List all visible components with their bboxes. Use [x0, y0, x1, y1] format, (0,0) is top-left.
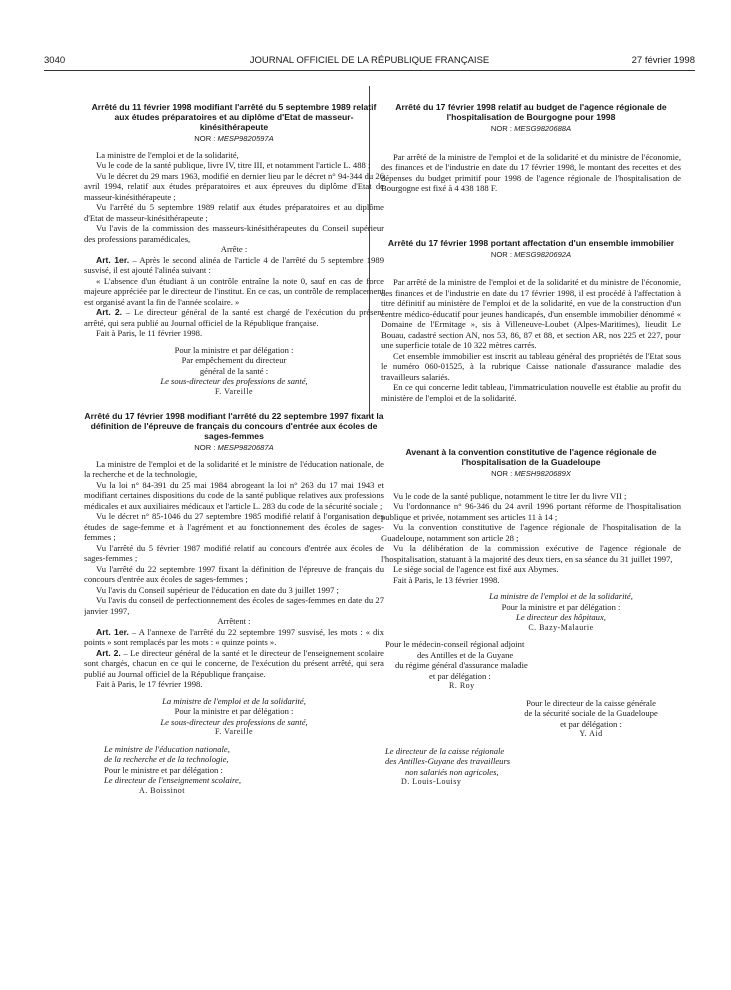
signature-line: de la sécurité sociale de la Guadeloupe: [524, 708, 658, 718]
signature-line: Le directeur de la caisse régionale: [385, 745, 505, 756]
signature-line: Le sous-directeur des professions de santé,: [160, 376, 308, 386]
arretent-label: Arrêtent :: [217, 616, 251, 626]
signatory-name: F. Vareille: [214, 386, 254, 396]
issue-date: 27 février 1998: [631, 55, 695, 66]
paragraph: Vu la délibération de la commission exécutive de l'agence régionale de l'hospitalisation, statuant à la majorité des deux tiers, en sa séance du 31 juillet 1997,: [381, 543, 681, 564]
paragraph: Vu le code de la santé publique, livre IV, titre III, et notamment l'article L. 488 ;: [96, 160, 371, 170]
page-header: [44, 55, 695, 71]
signature-line: des Antilles et de la Guyane: [417, 649, 514, 660]
signature-line: Pour le médecin-conseil régional adjoint: [385, 639, 525, 649]
signature-line: Pour la ministre et par délégation :: [501, 601, 621, 612]
done-at: Fait à Paris, le 13 février 1998.: [393, 574, 500, 585]
signatory-name: A. Boissinot: [139, 785, 186, 795]
signature-line: Pour le directeur de la caisse générale: [526, 697, 656, 708]
signatory-name: F. Vareille: [214, 727, 254, 736]
paragraph: Par arrêté de la ministre de l'emploi et de la solidarité et du ministre de l'économie, des finances et de l'industrie en date du 17 février 1998, il est procédé à l'affectation à titre définitif au ministère de l'emploi et de la solidarité, en vue de la construction d'un centre médico-éducatif pour jeunes handicapés, d'un ensemble immobilier dénommé « Domaine de l'Ermitage », sis à Villeneuve-Loubet (Alpes-Maritimes), lieudit Le Bouau, cadastré section AN, nos 53, 86, 87 et 88, et section AR, nos 225 et 227, pour une superficie totale de 10 322 mètres carrés.: [381, 277, 681, 350]
signature-line: Le directeur des hôpitaux,: [516, 612, 606, 622]
paragraph: Cet ensemble immobilier est inscrit au tableau général des propriétés de l'Etat sous le numéro 060-01525, à la rubrique Caisse nationale d'assurance maladie des travailleurs salariés.: [381, 350, 681, 382]
nor-reference: NOR : MESP9820597A: [194, 134, 274, 143]
right-column: [381, 86, 681, 906]
signature-line: du régime général d'assurance maladie: [395, 660, 528, 670]
article-ensemble-immobilier: [381, 238, 681, 404]
signature-line: et par délégation :: [429, 670, 491, 681]
signature-line: général de la santé :: [199, 365, 269, 376]
signature-line: des Antilles-Guyane des travailleurs: [385, 756, 511, 766]
signatory-name: D. Louis-Louisy: [401, 777, 462, 786]
nor-reference: NOR : MESG9820692A: [490, 249, 572, 259]
article-masseur-kine: [84, 102, 384, 397]
quoted-paragraph: « L'absence d'un étudiant à un contrôle entraîne la note 0, sauf en cas de force majeure appréciée par le directeur de l'institut. En ce cas, un contrôle de remplacement est organisé avant la fin de l'année scolaire. »: [84, 275, 384, 307]
article-title: Arrêté du 17 février 1998 portant affectation d'un ensemble immobilier: [387, 237, 675, 248]
article-2: Art. 2. – Le directeur général de la santé est chargé de l'exécution du présent arrêté, qui sera publié au Journal officiel de la République française.: [84, 307, 384, 328]
signature-line: Le directeur de l'enseignement scolaire,: [104, 775, 241, 785]
paragraph: La ministre de l'emploi et de la solidarité et le ministre de l'éducation nationale, de la recherche et de la technologie,: [84, 458, 384, 479]
paragraph: La ministre de l'emploi et de la solidarité,: [96, 149, 239, 160]
done-at: Fait à Paris, le 17 février 1998.: [96, 679, 203, 689]
signature-line: non salariés non agricoles,: [405, 766, 499, 777]
nor-reference: NOR : MESP9820687A: [194, 443, 274, 452]
paragraph: En ce qui concerne ledit tableau, l'immatriculation nouvelle est établie au profit du ministère de l'emploi et de la solidarité.: [381, 382, 681, 403]
signature-line: Pour le ministre et par délégation :: [104, 764, 223, 775]
done-at: Fait à Paris, le 11 février 1998.: [96, 328, 203, 338]
article-title: Arrêté du 17 février 1998 modifiant l'arrêté du 22 septembre 1997 fixant la définition de l'épreuve de français du concours d'entrée aux écoles de sages-femmes: [84, 411, 384, 441]
paragraph: Vu l'avis du Conseil supérieur de l'éducation en date du 3 juillet 1997 ;: [96, 584, 339, 595]
paragraph: Vu l'ordonnance n° 96-346 du 24 avril 1996 portant réforme de l'hospitalisation publique et privée, notamment ses articles 11 à 14 ;: [381, 501, 681, 522]
signatory-name: C. Bazy-Malaurie: [528, 622, 594, 632]
paragraph: Vu l'avis du conseil de perfectionnement des écoles de sages-femmes en date du 27 janvier 1997,: [84, 595, 384, 616]
signatory-name: R. Roy: [449, 681, 475, 690]
paragraph: Vu la convention constitutive de l'agence régionale de l'hospitalisation de la Guadeloupe, notamment son article 28 ;: [381, 522, 681, 543]
arrete-label: Arrête :: [220, 244, 248, 254]
nor-reference: NOR : MESH9820689X: [491, 469, 571, 478]
signature-line: Pour la ministre et par délégation :: [174, 344, 294, 355]
article-2: Art. 2. – Le directeur général de la santé et le directeur de l'enseignement scolaire sont chargés, chacun en ce qui le concerne, de l'exécution du présent arrêté, qui sera publié au Journal officiel de la République française.: [84, 647, 384, 679]
paragraph: Vu le code de la santé publique, notamment le titre Ier du livre VII ;: [393, 490, 627, 501]
paragraph: Vu l'arrêté du 22 septembre 1997 fixant la définition de l'épreuve de français du concours d'entrée aux écoles de sages-femmes ;: [84, 563, 384, 584]
article-title: Arrêté du 11 février 1998 modifiant l'arrêté du 5 septembre 1989 relatif aux études préparatoires et au diplôme d'Etat de masseur-kinésithérapeute: [91, 102, 377, 132]
article-sages-femmes: [84, 411, 384, 796]
signature-line: Pour la ministre et par délégation :: [174, 706, 294, 716]
signature-line: de la recherche et de la technologie,: [104, 754, 229, 764]
article-title: Avenant à la convention constitutive de l'agence régionale de l'hospitalisation de la Guadeloupe: [405, 447, 657, 467]
signature-line: et par délégation :: [560, 718, 622, 729]
left-column: [84, 86, 384, 966]
nor-reference: NOR : MESG9820688A: [490, 124, 572, 133]
paragraph: Vu le décret du 29 mars 1963, modifié en dernier lieu par le décret n° 94-344 du 26 avril 1994, relatif aux études préparatoires et aux épreuves du diplôme d'Etat de masseur-kinésithérapeute ;: [84, 170, 384, 202]
signature-line: Par empêchement du directeur: [181, 355, 287, 365]
paragraph: Vu l'arrêté du 5 septembre 1989 relatif aux études préparatoires et au diplôme d'Etat de masseur-kinésithérapeute ;: [84, 202, 384, 223]
article-budget-bourgogne: [381, 102, 681, 194]
article-avenant-guadeloupe: [381, 447, 681, 788]
article-1: Art. 1er. – A l'annexe de l'arrêté du 22 septembre 1997 susvisé, les mots : « dix points » sont remplacés par les mots : « quinze points ».: [84, 626, 384, 647]
signature-line: La ministre de l'emploi et de la solidarité,: [162, 695, 306, 706]
signature-line: La ministre de l'emploi et de la solidarité,: [489, 591, 633, 601]
paragraph: Vu l'avis de la commission des masseurs-kinésithérapeutes du Conseil supérieur des professions paramédicales,: [84, 223, 384, 244]
article-1: Art. 1er. – Après le second alinéa de l'article 4 de l'arrêté du 5 septembre 1989 susvisé, il est ajouté l'alinéa suivant :: [84, 254, 384, 275]
signatory-name: Y. Aid: [579, 729, 603, 738]
signature-line: Le sous-directeur des professions de santé,: [160, 716, 308, 727]
paragraph: Vu la loi n° 84-391 du 25 mai 1984 abrogeant la loi n° 263 du 17 mai 1943 et modifiant certaines dispositions du code de la santé publique relatives aux professions médicales et aux auxiliaires médicaux et l'article L. 283 du code de la sécurité sociale ;: [84, 479, 384, 511]
journal-title: JOURNAL OFFICIEL DE LA RÉPUBLIQUE FRANÇAISE: [249, 55, 490, 66]
page-number: 3040: [44, 55, 66, 66]
paragraph: Vu l'arrêté du 5 février 1987 modifié relatif au concours d'entrée aux écoles de sages-femmes ;: [84, 542, 384, 563]
paragraph: Par arrêté de la ministre de l'emploi et de la solidarité et du ministre de l'économie, des finances et de l'industrie en date du 17 février 1998, le montant des recettes et des dépenses du budget primitif pour 1998 de l'agence régionale de l'hospitalisation de Bourgogne est fixé à 4 438 188 F.: [381, 151, 681, 193]
article-title: Arrêté du 17 février 1998 relatif au budget de l'agence régionale de l'hospitalisation de Bourgogne pour 1998: [395, 102, 667, 122]
paragraph: Le siège social de l'agence est fixé aux Abymes.: [393, 564, 559, 574]
paragraph: Vu le décret n° 85-1046 du 27 septembre 1985 modifié relatif à l'organisation des études de sage-femme et à l'agrément et au fonctionnement des écoles de sages-femmes ;: [84, 511, 384, 542]
signature-line: Le ministre de l'éducation nationale,: [104, 743, 230, 754]
